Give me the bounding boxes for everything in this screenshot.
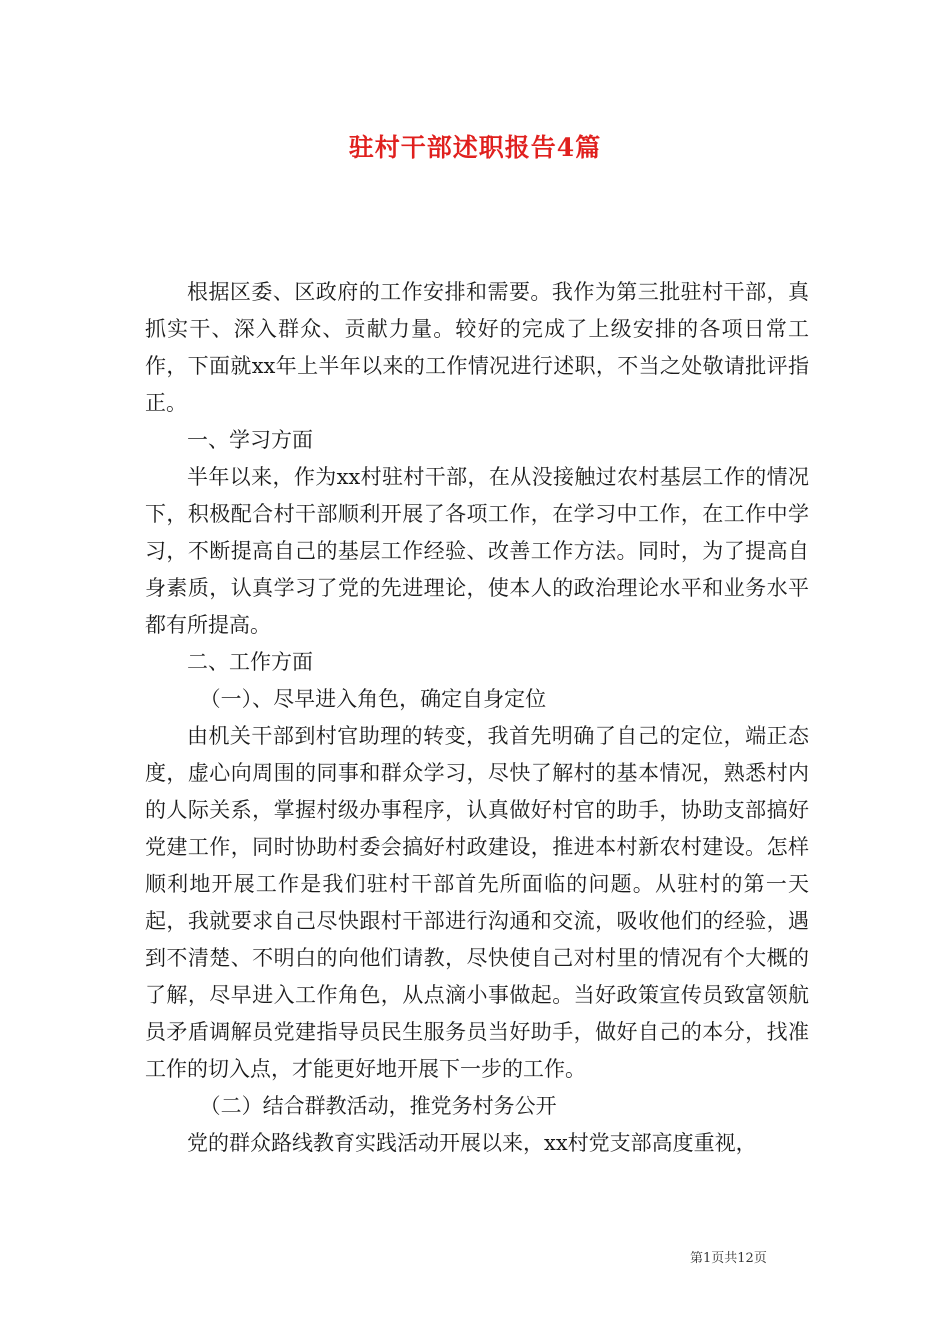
document-body	[145, 274, 809, 1162]
subsection-heading-role: （一）、尽早进入角色，确定自身定位	[199, 687, 547, 711]
paragraph-openness: 党的群众路线教育实践活动开展以来，xx村党支部高度重视，	[187, 1131, 757, 1155]
section-heading-work: 二、工作方面	[187, 650, 313, 674]
subsection-heading-openness: （二）结合群教活动，推党务村务公开	[199, 1094, 557, 1118]
document-title: 驻村干部述职报告4篇	[348, 133, 602, 162]
paragraph-role: 由机关干部到村官助理的转变，我首先明确了自己的定位，端正态度，虚心向周围的同事和群众学习，尽快了解村的基本情况，熟悉村内的人际关系，掌握村级办事程序，认真做好村官的助手，协助支部搞好党建工作，同时协助村委会搞好村政建设，推进本村新农村建设。怎样顺利地开展工作是我们驻村干部首先所面临的问题。从驻村的第一天起，我就要求自己尽快跟村干部进行沟通和交流，吸收他们的经验，遇到不清楚、不明白的向他们请教，尽快使自己对村里的情况有个大概的了解，尽早进入工作角色，从点滴小事做起。当好政策宣传员致富领航员矛盾调解员党建指导员民生服务员当好助手，做好自己的本分，找准工作的切入点，才能更好地开展下一步的工作。	[145, 724, 809, 1081]
section-heading-study: 一、学习方面	[187, 428, 313, 452]
page-number: 第1页共12页	[690, 1251, 767, 1266]
paragraph-study: 半年以来，作为xx村驻村干部，在从没接触过农村基层工作的情况下，积极配合村干部顺利开展了各项工作，在学习中工作，在工作中学习，不断提高自己的基层工作经验、改善工作方法。同时，为了提高自身素质，认真学习了党的先进理论，使本人的政治理论水平和业务水平都有所提高。	[145, 465, 809, 637]
paragraph-intro: 根据区委、区政府的工作安排和需要。我作为第三批驻村干部，真抓实干、深入群众、贡献力量。较好的完成了上级安排的各项日常工作，下面就xx年上半年以来的工作情况进行述职，不当之处敬请批评指正。	[145, 280, 809, 415]
